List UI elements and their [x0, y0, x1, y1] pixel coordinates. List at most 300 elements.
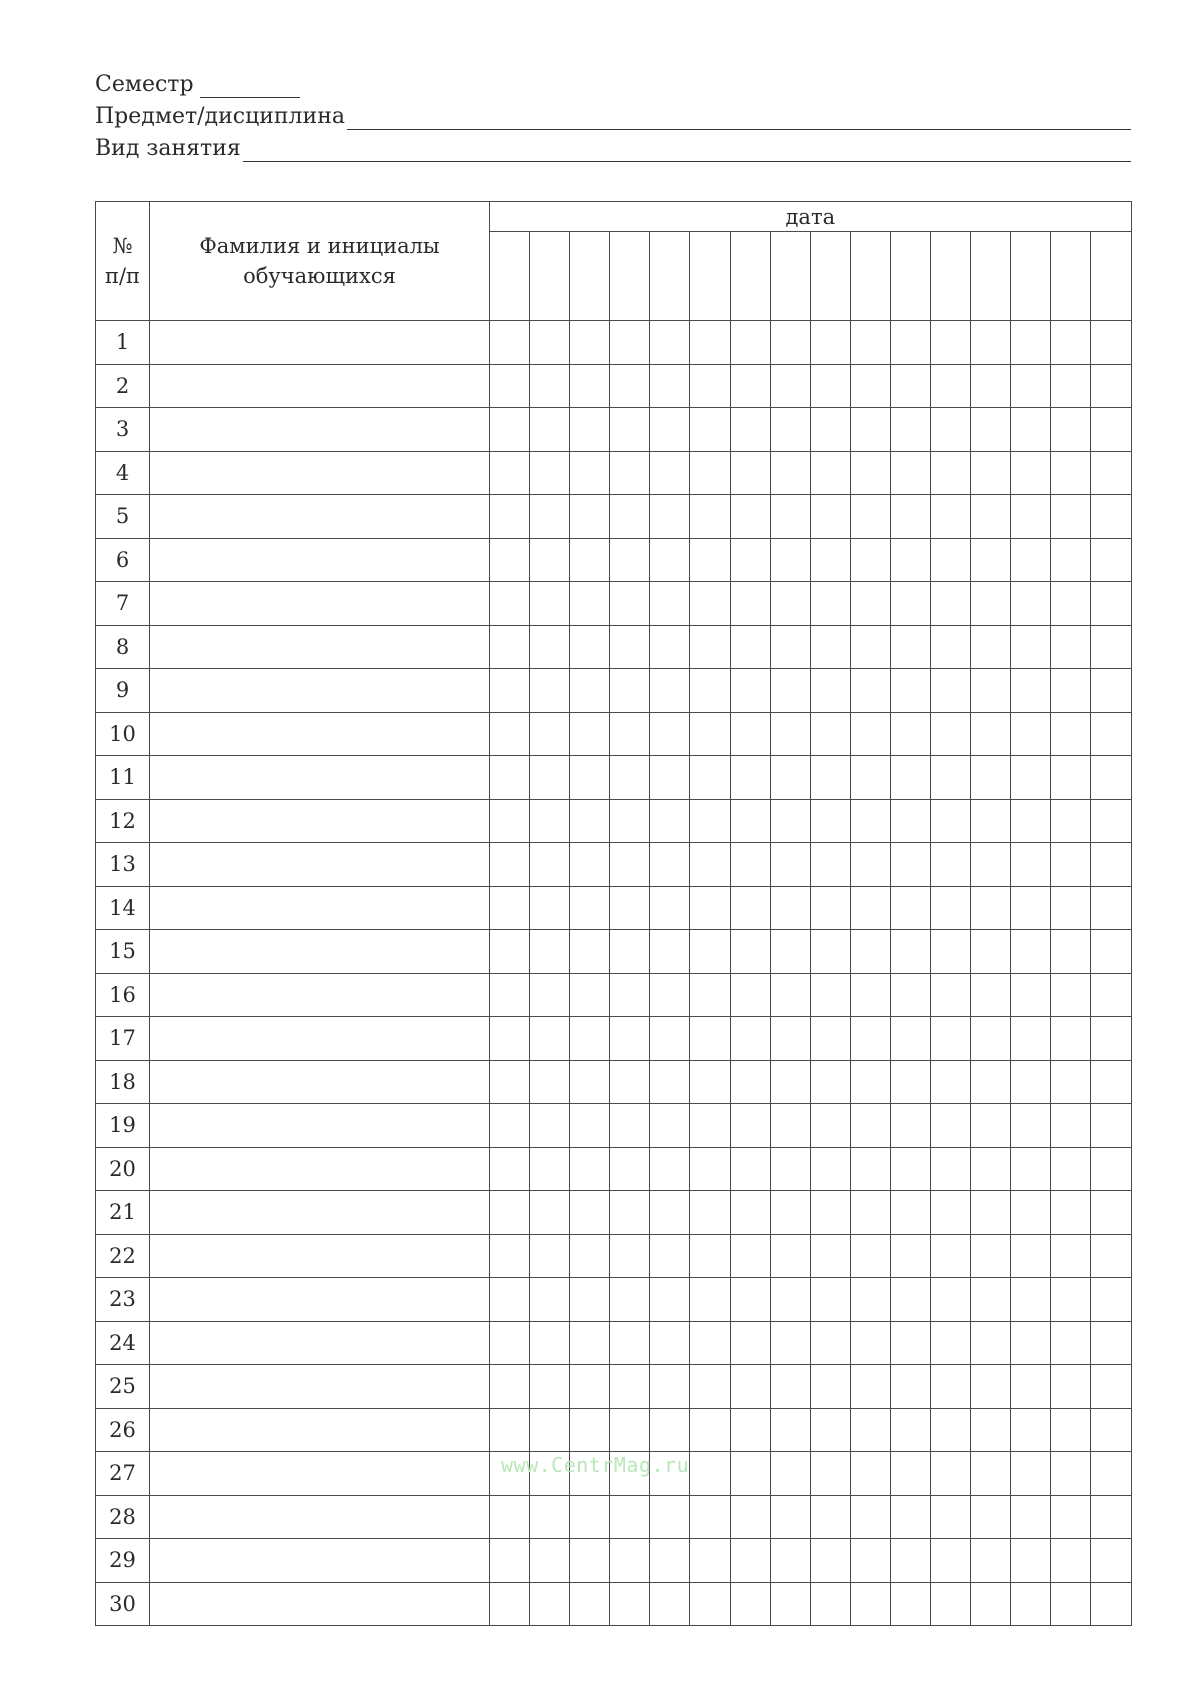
- attendance-cell[interactable]: [971, 538, 1011, 582]
- attendance-cell[interactable]: [610, 712, 650, 756]
- attendance-cell[interactable]: [1091, 1321, 1131, 1365]
- attendance-cell[interactable]: [530, 756, 570, 800]
- attendance-cell[interactable]: [730, 1060, 770, 1104]
- attendance-cell[interactable]: [770, 582, 810, 626]
- attendance-cell[interactable]: [810, 408, 850, 452]
- student-name-cell[interactable]: [150, 1539, 490, 1583]
- attendance-cell[interactable]: [890, 1147, 930, 1191]
- attendance-cell[interactable]: [931, 582, 971, 626]
- attendance-cell[interactable]: [971, 756, 1011, 800]
- attendance-cell[interactable]: [690, 1365, 730, 1409]
- attendance-cell[interactable]: [931, 1017, 971, 1061]
- attendance-cell[interactable]: [490, 799, 530, 843]
- attendance-cell[interactable]: [610, 1278, 650, 1322]
- attendance-cell[interactable]: [1051, 1452, 1091, 1496]
- date-entry-cell[interactable]: [890, 232, 930, 321]
- attendance-cell[interactable]: [850, 538, 890, 582]
- attendance-cell[interactable]: [730, 1365, 770, 1409]
- attendance-cell[interactable]: [1051, 930, 1091, 974]
- attendance-cell[interactable]: [1091, 495, 1131, 539]
- attendance-cell[interactable]: [850, 1495, 890, 1539]
- attendance-cell[interactable]: [1051, 1321, 1091, 1365]
- attendance-cell[interactable]: [610, 1191, 650, 1235]
- attendance-cell[interactable]: [1011, 1234, 1051, 1278]
- attendance-cell[interactable]: [730, 451, 770, 495]
- attendance-cell[interactable]: [490, 756, 530, 800]
- attendance-cell[interactable]: [850, 625, 890, 669]
- attendance-cell[interactable]: [850, 756, 890, 800]
- attendance-cell[interactable]: [810, 799, 850, 843]
- attendance-cell[interactable]: [890, 1278, 930, 1322]
- attendance-cell[interactable]: [770, 451, 810, 495]
- attendance-cell[interactable]: [810, 712, 850, 756]
- attendance-cell[interactable]: [490, 973, 530, 1017]
- attendance-cell[interactable]: [610, 1539, 650, 1583]
- attendance-cell[interactable]: [530, 669, 570, 713]
- attendance-cell[interactable]: [931, 1365, 971, 1409]
- date-entry-cell[interactable]: [770, 232, 810, 321]
- attendance-cell[interactable]: [730, 321, 770, 365]
- attendance-cell[interactable]: [1011, 1539, 1051, 1583]
- attendance-cell[interactable]: [490, 1582, 530, 1626]
- attendance-cell[interactable]: [850, 1408, 890, 1452]
- attendance-cell[interactable]: [770, 1060, 810, 1104]
- student-name-cell[interactable]: [150, 930, 490, 974]
- attendance-cell[interactable]: [610, 930, 650, 974]
- attendance-cell[interactable]: [1091, 843, 1131, 887]
- attendance-cell[interactable]: [570, 1017, 610, 1061]
- attendance-cell[interactable]: [570, 712, 610, 756]
- attendance-cell[interactable]: [770, 712, 810, 756]
- attendance-cell[interactable]: [971, 886, 1011, 930]
- attendance-cell[interactable]: [650, 321, 690, 365]
- attendance-cell[interactable]: [1051, 1147, 1091, 1191]
- attendance-cell[interactable]: [931, 1234, 971, 1278]
- attendance-cell[interactable]: [971, 1104, 1011, 1148]
- attendance-cell[interactable]: [971, 712, 1011, 756]
- attendance-cell[interactable]: [730, 886, 770, 930]
- attendance-cell[interactable]: [650, 1147, 690, 1191]
- attendance-cell[interactable]: [1011, 669, 1051, 713]
- attendance-cell[interactable]: [810, 886, 850, 930]
- attendance-cell[interactable]: [610, 582, 650, 626]
- attendance-cell[interactable]: [490, 669, 530, 713]
- attendance-cell[interactable]: [770, 799, 810, 843]
- attendance-cell[interactable]: [1091, 1060, 1131, 1104]
- attendance-cell[interactable]: [931, 1060, 971, 1104]
- attendance-cell[interactable]: [730, 1017, 770, 1061]
- attendance-cell[interactable]: [1051, 1060, 1091, 1104]
- attendance-cell[interactable]: [730, 756, 770, 800]
- attendance-cell[interactable]: [971, 930, 1011, 974]
- attendance-cell[interactable]: [850, 495, 890, 539]
- attendance-cell[interactable]: [1051, 451, 1091, 495]
- attendance-cell[interactable]: [730, 1539, 770, 1583]
- attendance-cell[interactable]: [610, 495, 650, 539]
- attendance-cell[interactable]: [1091, 886, 1131, 930]
- attendance-cell[interactable]: [1011, 1060, 1051, 1104]
- student-name-cell[interactable]: [150, 886, 490, 930]
- attendance-cell[interactable]: [1091, 1104, 1131, 1148]
- attendance-cell[interactable]: [690, 799, 730, 843]
- attendance-cell[interactable]: [530, 843, 570, 887]
- attendance-cell[interactable]: [971, 799, 1011, 843]
- date-entry-cell[interactable]: [650, 232, 690, 321]
- student-name-cell[interactable]: [150, 1582, 490, 1626]
- attendance-cell[interactable]: [650, 1321, 690, 1365]
- attendance-cell[interactable]: [530, 582, 570, 626]
- attendance-cell[interactable]: [1011, 538, 1051, 582]
- attendance-cell[interactable]: [650, 843, 690, 887]
- attendance-cell[interactable]: [730, 1321, 770, 1365]
- attendance-cell[interactable]: [1051, 1278, 1091, 1322]
- attendance-cell[interactable]: [530, 364, 570, 408]
- attendance-cell[interactable]: [1051, 1104, 1091, 1148]
- attendance-cell[interactable]: [490, 1278, 530, 1322]
- student-name-cell[interactable]: [150, 1017, 490, 1061]
- attendance-cell[interactable]: [570, 582, 610, 626]
- attendance-cell[interactable]: [1091, 1582, 1131, 1626]
- attendance-cell[interactable]: [570, 1365, 610, 1409]
- attendance-cell[interactable]: [810, 1321, 850, 1365]
- attendance-cell[interactable]: [530, 1582, 570, 1626]
- attendance-cell[interactable]: [971, 1539, 1011, 1583]
- attendance-cell[interactable]: [690, 321, 730, 365]
- attendance-cell[interactable]: [730, 1408, 770, 1452]
- attendance-cell[interactable]: [770, 1452, 810, 1496]
- attendance-cell[interactable]: [1011, 364, 1051, 408]
- attendance-cell[interactable]: [890, 364, 930, 408]
- lesson-type-blank-line[interactable]: [243, 139, 1131, 162]
- attendance-cell[interactable]: [770, 973, 810, 1017]
- attendance-cell[interactable]: [971, 625, 1011, 669]
- attendance-cell[interactable]: [850, 1104, 890, 1148]
- attendance-cell[interactable]: [610, 1060, 650, 1104]
- attendance-cell[interactable]: [530, 1408, 570, 1452]
- attendance-cell[interactable]: [850, 973, 890, 1017]
- attendance-cell[interactable]: [690, 669, 730, 713]
- attendance-cell[interactable]: [770, 886, 810, 930]
- attendance-cell[interactable]: [890, 1539, 930, 1583]
- student-name-cell[interactable]: [150, 1365, 490, 1409]
- attendance-cell[interactable]: [1011, 1495, 1051, 1539]
- attendance-cell[interactable]: [570, 1060, 610, 1104]
- attendance-cell[interactable]: [650, 1539, 690, 1583]
- attendance-cell[interactable]: [730, 582, 770, 626]
- attendance-cell[interactable]: [490, 582, 530, 626]
- attendance-cell[interactable]: [610, 1147, 650, 1191]
- attendance-cell[interactable]: [570, 1147, 610, 1191]
- attendance-cell[interactable]: [1011, 1365, 1051, 1409]
- attendance-cell[interactable]: [1091, 1408, 1131, 1452]
- attendance-cell[interactable]: [1091, 1017, 1131, 1061]
- date-entry-cell[interactable]: [490, 232, 530, 321]
- attendance-cell[interactable]: [1091, 364, 1131, 408]
- attendance-cell[interactable]: [650, 1365, 690, 1409]
- attendance-cell[interactable]: [770, 669, 810, 713]
- attendance-cell[interactable]: [850, 886, 890, 930]
- attendance-cell[interactable]: [810, 1104, 850, 1148]
- attendance-cell[interactable]: [650, 364, 690, 408]
- attendance-cell[interactable]: [850, 930, 890, 974]
- attendance-cell[interactable]: [770, 1365, 810, 1409]
- attendance-cell[interactable]: [770, 1104, 810, 1148]
- attendance-cell[interactable]: [971, 408, 1011, 452]
- student-name-cell[interactable]: [150, 408, 490, 452]
- attendance-cell[interactable]: [610, 1321, 650, 1365]
- attendance-cell[interactable]: [690, 1278, 730, 1322]
- attendance-cell[interactable]: [850, 1452, 890, 1496]
- attendance-cell[interactable]: [1091, 582, 1131, 626]
- attendance-cell[interactable]: [690, 364, 730, 408]
- date-entry-cell[interactable]: [1011, 232, 1051, 321]
- attendance-cell[interactable]: [1091, 408, 1131, 452]
- attendance-cell[interactable]: [890, 1452, 930, 1496]
- attendance-cell[interactable]: [690, 1452, 730, 1496]
- attendance-cell[interactable]: [690, 1495, 730, 1539]
- attendance-cell[interactable]: [810, 1495, 850, 1539]
- attendance-cell[interactable]: [1011, 1017, 1051, 1061]
- attendance-cell[interactable]: [610, 364, 650, 408]
- attendance-cell[interactable]: [1011, 1191, 1051, 1235]
- attendance-cell[interactable]: [1051, 1539, 1091, 1583]
- attendance-cell[interactable]: [1051, 799, 1091, 843]
- attendance-cell[interactable]: [1091, 1365, 1131, 1409]
- attendance-cell[interactable]: [530, 930, 570, 974]
- date-entry-cell[interactable]: [1091, 232, 1131, 321]
- attendance-cell[interactable]: [971, 582, 1011, 626]
- attendance-cell[interactable]: [570, 886, 610, 930]
- student-name-cell[interactable]: [150, 1495, 490, 1539]
- attendance-cell[interactable]: [850, 1582, 890, 1626]
- attendance-cell[interactable]: [610, 1365, 650, 1409]
- attendance-cell[interactable]: [530, 321, 570, 365]
- attendance-cell[interactable]: [490, 451, 530, 495]
- attendance-cell[interactable]: [650, 712, 690, 756]
- student-name-cell[interactable]: [150, 1191, 490, 1235]
- attendance-cell[interactable]: [770, 1539, 810, 1583]
- attendance-cell[interactable]: [530, 799, 570, 843]
- attendance-cell[interactable]: [570, 973, 610, 1017]
- attendance-cell[interactable]: [1051, 1017, 1091, 1061]
- attendance-cell[interactable]: [610, 886, 650, 930]
- attendance-cell[interactable]: [1011, 582, 1051, 626]
- attendance-cell[interactable]: [610, 799, 650, 843]
- attendance-cell[interactable]: [971, 1234, 1011, 1278]
- attendance-cell[interactable]: [850, 1017, 890, 1061]
- attendance-cell[interactable]: [1011, 408, 1051, 452]
- attendance-cell[interactable]: [931, 408, 971, 452]
- date-entry-cell[interactable]: [810, 232, 850, 321]
- attendance-cell[interactable]: [610, 669, 650, 713]
- attendance-cell[interactable]: [690, 451, 730, 495]
- attendance-cell[interactable]: [690, 1060, 730, 1104]
- attendance-cell[interactable]: [931, 886, 971, 930]
- attendance-cell[interactable]: [1051, 756, 1091, 800]
- attendance-cell[interactable]: [490, 495, 530, 539]
- attendance-cell[interactable]: [850, 364, 890, 408]
- attendance-cell[interactable]: [810, 495, 850, 539]
- student-name-cell[interactable]: [150, 756, 490, 800]
- attendance-cell[interactable]: [1091, 321, 1131, 365]
- attendance-cell[interactable]: [1051, 321, 1091, 365]
- attendance-cell[interactable]: [971, 1191, 1011, 1235]
- attendance-cell[interactable]: [730, 1104, 770, 1148]
- attendance-cell[interactable]: [770, 1408, 810, 1452]
- attendance-cell[interactable]: [690, 1321, 730, 1365]
- student-name-cell[interactable]: [150, 669, 490, 713]
- attendance-cell[interactable]: [570, 364, 610, 408]
- attendance-cell[interactable]: [530, 408, 570, 452]
- attendance-cell[interactable]: [490, 1408, 530, 1452]
- attendance-cell[interactable]: [650, 1278, 690, 1322]
- attendance-cell[interactable]: [570, 495, 610, 539]
- attendance-cell[interactable]: [490, 843, 530, 887]
- attendance-cell[interactable]: [730, 1582, 770, 1626]
- attendance-cell[interactable]: [530, 712, 570, 756]
- attendance-cell[interactable]: [690, 886, 730, 930]
- attendance-cell[interactable]: [650, 669, 690, 713]
- date-entry-cell[interactable]: [1051, 232, 1091, 321]
- attendance-cell[interactable]: [1091, 625, 1131, 669]
- attendance-cell[interactable]: [850, 843, 890, 887]
- attendance-cell[interactable]: [730, 973, 770, 1017]
- attendance-cell[interactable]: [1011, 1321, 1051, 1365]
- attendance-cell[interactable]: [730, 1452, 770, 1496]
- student-name-cell[interactable]: [150, 538, 490, 582]
- attendance-cell[interactable]: [890, 669, 930, 713]
- attendance-cell[interactable]: [1051, 1365, 1091, 1409]
- attendance-cell[interactable]: [730, 538, 770, 582]
- attendance-cell[interactable]: [890, 1408, 930, 1452]
- attendance-cell[interactable]: [1011, 1408, 1051, 1452]
- attendance-cell[interactable]: [570, 756, 610, 800]
- attendance-cell[interactable]: [850, 451, 890, 495]
- attendance-cell[interactable]: [850, 1539, 890, 1583]
- attendance-cell[interactable]: [650, 1104, 690, 1148]
- attendance-cell[interactable]: [1051, 1495, 1091, 1539]
- attendance-cell[interactable]: [1091, 1278, 1131, 1322]
- attendance-cell[interactable]: [610, 451, 650, 495]
- attendance-cell[interactable]: [1011, 1278, 1051, 1322]
- attendance-cell[interactable]: [850, 799, 890, 843]
- subject-blank-line[interactable]: [347, 107, 1131, 130]
- attendance-cell[interactable]: [650, 1582, 690, 1626]
- attendance-cell[interactable]: [650, 1234, 690, 1278]
- attendance-cell[interactable]: [890, 1104, 930, 1148]
- attendance-cell[interactable]: [690, 843, 730, 887]
- attendance-cell[interactable]: [890, 973, 930, 1017]
- attendance-cell[interactable]: [890, 1365, 930, 1409]
- attendance-cell[interactable]: [971, 1060, 1011, 1104]
- attendance-cell[interactable]: [690, 1234, 730, 1278]
- attendance-cell[interactable]: [810, 582, 850, 626]
- student-name-cell[interactable]: [150, 495, 490, 539]
- attendance-cell[interactable]: [770, 1191, 810, 1235]
- attendance-cell[interactable]: [890, 886, 930, 930]
- attendance-cell[interactable]: [971, 1365, 1011, 1409]
- attendance-cell[interactable]: [890, 1234, 930, 1278]
- attendance-cell[interactable]: [850, 1278, 890, 1322]
- attendance-cell[interactable]: [971, 843, 1011, 887]
- attendance-cell[interactable]: [1051, 712, 1091, 756]
- attendance-cell[interactable]: [1051, 1582, 1091, 1626]
- attendance-cell[interactable]: [890, 1060, 930, 1104]
- attendance-cell[interactable]: [570, 1582, 610, 1626]
- student-name-cell[interactable]: [150, 843, 490, 887]
- attendance-cell[interactable]: [530, 973, 570, 1017]
- attendance-cell[interactable]: [810, 973, 850, 1017]
- attendance-cell[interactable]: [650, 1408, 690, 1452]
- attendance-cell[interactable]: [570, 669, 610, 713]
- attendance-cell[interactable]: [1011, 930, 1051, 974]
- attendance-cell[interactable]: [931, 495, 971, 539]
- attendance-cell[interactable]: [650, 973, 690, 1017]
- attendance-cell[interactable]: [530, 1017, 570, 1061]
- attendance-cell[interactable]: [810, 1147, 850, 1191]
- attendance-cell[interactable]: [810, 1191, 850, 1235]
- attendance-cell[interactable]: [971, 321, 1011, 365]
- attendance-cell[interactable]: [490, 1060, 530, 1104]
- student-name-cell[interactable]: [150, 364, 490, 408]
- attendance-cell[interactable]: [690, 1539, 730, 1583]
- attendance-cell[interactable]: [931, 364, 971, 408]
- attendance-cell[interactable]: [890, 625, 930, 669]
- attendance-cell[interactable]: [530, 886, 570, 930]
- attendance-cell[interactable]: [570, 1495, 610, 1539]
- attendance-cell[interactable]: [490, 1104, 530, 1148]
- attendance-cell[interactable]: [931, 973, 971, 1017]
- date-entry-cell[interactable]: [730, 232, 770, 321]
- attendance-cell[interactable]: [490, 1191, 530, 1235]
- attendance-cell[interactable]: [730, 843, 770, 887]
- attendance-cell[interactable]: [1011, 625, 1051, 669]
- attendance-cell[interactable]: [810, 364, 850, 408]
- attendance-cell[interactable]: [890, 843, 930, 887]
- attendance-cell[interactable]: [850, 712, 890, 756]
- attendance-cell[interactable]: [730, 1495, 770, 1539]
- attendance-cell[interactable]: [690, 408, 730, 452]
- attendance-cell[interactable]: [850, 1147, 890, 1191]
- attendance-cell[interactable]: [810, 451, 850, 495]
- attendance-cell[interactable]: [650, 625, 690, 669]
- attendance-cell[interactable]: [971, 364, 1011, 408]
- attendance-cell[interactable]: [570, 799, 610, 843]
- attendance-cell[interactable]: [810, 930, 850, 974]
- attendance-cell[interactable]: [530, 1539, 570, 1583]
- attendance-cell[interactable]: [490, 1365, 530, 1409]
- date-entry-cell[interactable]: [570, 232, 610, 321]
- attendance-cell[interactable]: [810, 1408, 850, 1452]
- attendance-cell[interactable]: [690, 1191, 730, 1235]
- attendance-cell[interactable]: [730, 669, 770, 713]
- attendance-cell[interactable]: [650, 886, 690, 930]
- attendance-cell[interactable]: [730, 930, 770, 974]
- attendance-cell[interactable]: [570, 1278, 610, 1322]
- attendance-cell[interactable]: [490, 886, 530, 930]
- attendance-cell[interactable]: [1011, 712, 1051, 756]
- attendance-cell[interactable]: [890, 1017, 930, 1061]
- attendance-cell[interactable]: [890, 799, 930, 843]
- attendance-cell[interactable]: [931, 756, 971, 800]
- semester-blank-line[interactable]: [200, 75, 300, 98]
- attendance-cell[interactable]: [730, 1191, 770, 1235]
- attendance-cell[interactable]: [570, 625, 610, 669]
- attendance-cell[interactable]: [490, 930, 530, 974]
- attendance-cell[interactable]: [770, 1278, 810, 1322]
- attendance-cell[interactable]: [570, 1539, 610, 1583]
- attendance-cell[interactable]: [1011, 973, 1051, 1017]
